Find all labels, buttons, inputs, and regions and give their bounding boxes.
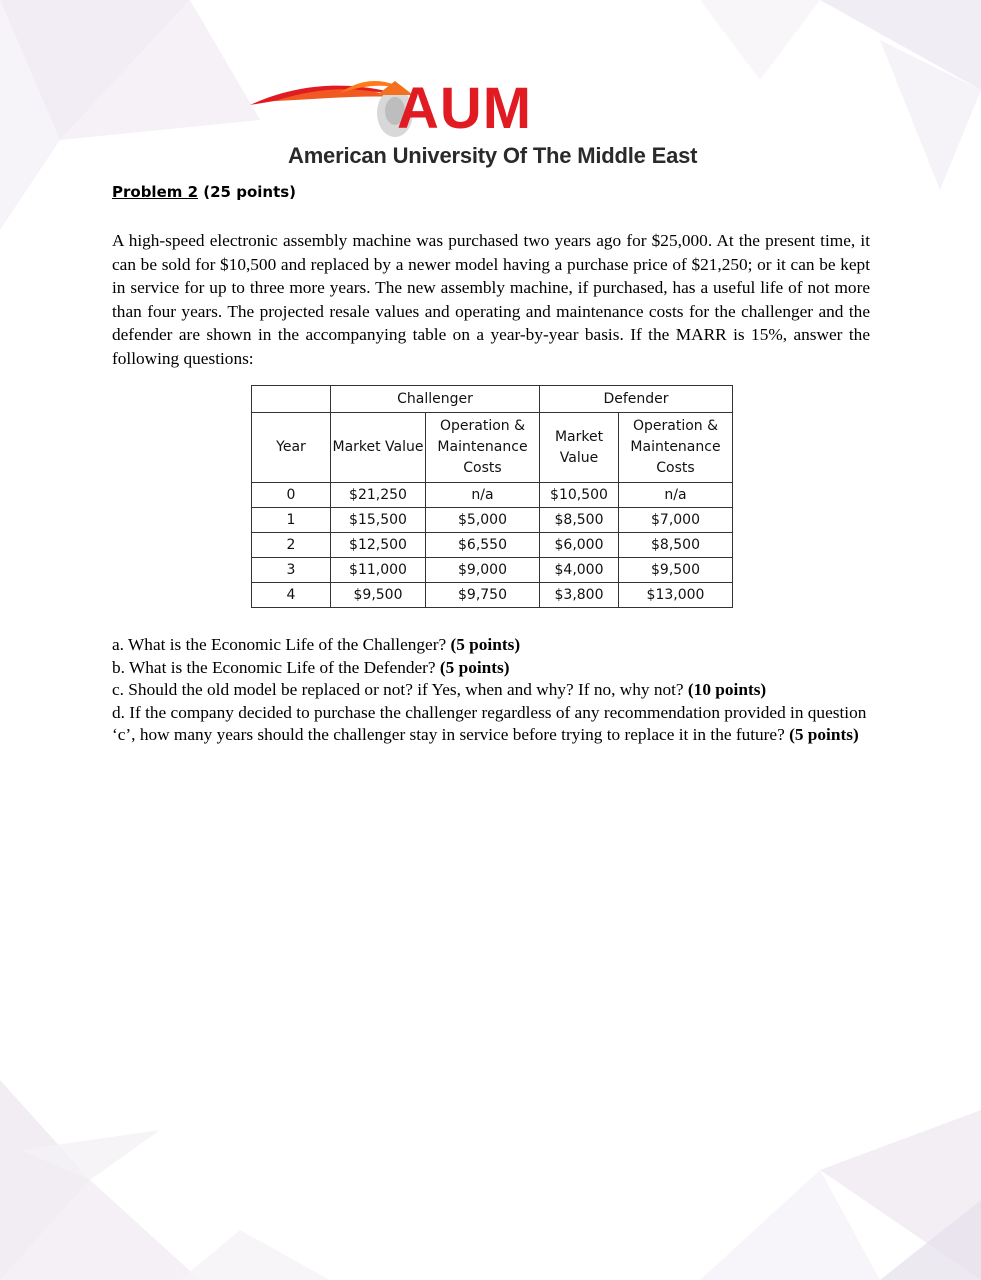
- table-row: [252, 483, 733, 508]
- defender-om-costs-header: Operation & Maintenance Costs: [619, 413, 733, 483]
- challenger-om-costs-header: Operation & Maintenance Costs: [426, 413, 540, 483]
- defender-market-value-cell: $6,000: [540, 533, 619, 558]
- challenger-market-value-cell: $9,500: [331, 583, 426, 608]
- table-corner-cell: [252, 386, 331, 413]
- defender-market-value-cell: $3,800: [540, 583, 619, 608]
- year-cell: 4: [252, 583, 331, 608]
- year-cell: 1: [252, 508, 331, 533]
- challenger-om-cost-cell: $9,000: [426, 558, 540, 583]
- year-header: Year: [252, 413, 331, 483]
- question-points: (5 points): [789, 725, 859, 744]
- table-row: [252, 533, 733, 558]
- table-group-header-row: [252, 386, 733, 413]
- question-text: b. What is the Economic Life of the Defender?: [112, 657, 440, 677]
- challenger-market-value-cell: $15,500: [331, 508, 426, 533]
- defender-om-cost-cell: $8,500: [619, 533, 733, 558]
- defender-market-value-cell: $10,500: [540, 483, 619, 508]
- question-text: a. What is the Economic Life of the Challenger?: [112, 635, 451, 654]
- challenger-om-cost-cell: n/a: [426, 483, 540, 508]
- defender-market-value-header: Market Value: [540, 413, 619, 483]
- question-c: [112, 679, 872, 702]
- defender-market-value-cell: $8,500: [540, 508, 619, 533]
- table-row: [252, 583, 733, 608]
- challenger-om-cost-cell: $5,000: [426, 508, 540, 533]
- problem-description: A high-speed electronic assembly machine was purchased two years ago for $25,000. At the present time, it can be sold for $10,500 and replaced by a newer model having a purchase price of $21,250; or it can be kept in service for up to three more years. The new assembly machine, if purchased, has a useful life of not more than four years. The projected resale values and operating and maintenance costs for the challenger and the defender are shown in the accompanying table on a year-by-year basis. If the MARR is 15%, answer the following questions:: [112, 231, 870, 368]
- year-cell: 2: [252, 533, 331, 558]
- challenger-market-value-header: Market Value: [331, 413, 426, 483]
- university-name: American University Of The Middle East: [288, 143, 698, 168]
- question-points: (5 points): [439, 657, 510, 677]
- table-row: [252, 508, 733, 533]
- defender-om-cost-cell: $13,000: [619, 583, 733, 608]
- defender-om-cost-cell: $9,500: [619, 558, 733, 583]
- question-d: [112, 702, 872, 747]
- defender-om-cost-cell: $7,000: [619, 508, 733, 533]
- question-points: (5 points): [450, 635, 521, 654]
- table-column-header-row: [252, 413, 733, 483]
- question-points: (10 points): [687, 680, 767, 699]
- table-row: [252, 558, 733, 583]
- problem-points: (25 points): [198, 183, 297, 201]
- challenger-market-value-cell: $12,500: [331, 533, 426, 558]
- question-text: c. Should the old model be replaced or not? if Yes, when and why? If no, why not?: [112, 680, 688, 699]
- questions-list: [112, 634, 872, 747]
- challenger-defender-table: [251, 385, 733, 608]
- challenger-market-value-cell: $11,000: [331, 558, 426, 583]
- problem-title: Problem 2: [112, 183, 199, 201]
- defender-market-value-cell: $4,000: [540, 558, 619, 583]
- question-b: [112, 657, 872, 680]
- logo-wordmark: AUM: [397, 76, 533, 141]
- challenger-om-cost-cell: $9,750: [426, 583, 540, 608]
- question-a: [112, 634, 872, 657]
- defender-om-cost-cell: n/a: [619, 483, 733, 508]
- challenger-market-value-cell: $21,250: [331, 483, 426, 508]
- challenger-header: Challenger: [331, 386, 540, 413]
- defender-header: Defender: [540, 386, 733, 413]
- problem-heading: [112, 182, 296, 202]
- year-cell: 0: [252, 483, 331, 508]
- year-cell: 3: [252, 558, 331, 583]
- challenger-om-cost-cell: $6,550: [426, 533, 540, 558]
- question-text: d. If the company decided to purchase the challenger regardless of any recommendation provided in question ‘c’, how many years should the challenger stay in service before trying to replace it in the future?: [112, 702, 867, 744]
